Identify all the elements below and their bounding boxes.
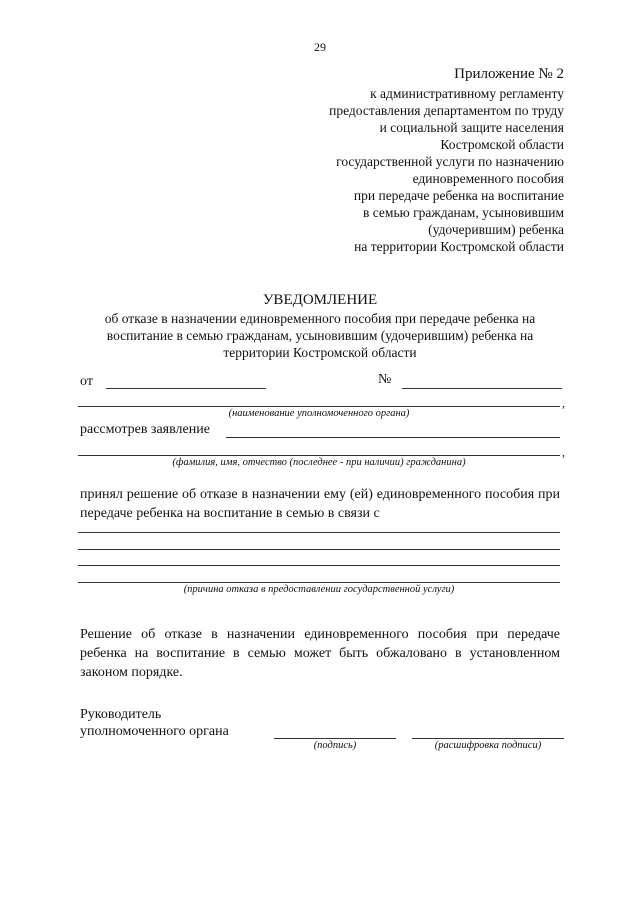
reason-field[interactable] [78,549,560,550]
appendix-line: на территории Костромской области [354,239,564,254]
decision-text: принял решение об отказе в назначении ему (ей) единовременного пособия при передаче ребенка на воспитание в семью в связи с [80,487,560,521]
appendix-line: предоставления департаментом по труду [329,103,564,118]
appendix-line: к административному регламенту [370,86,564,101]
date-field[interactable] [106,388,266,389]
comma: , [562,445,565,459]
organ-field[interactable] [78,406,560,407]
appendix-line: государственной услуги по назначению [336,154,564,169]
head-label: Руководитель [80,707,162,722]
appendix-line: при передаче ребенка на воспитание [353,188,564,203]
appendix-line: в семью гражданам, усыновившим [363,205,564,220]
citizen-name-field[interactable] [78,455,560,456]
caption-decode: (расшифровка подписи) [434,740,542,751]
subtitle-line: воспитание в семью гражданам, усыновившим (удочерившим) ребенка на [106,328,534,343]
appendix-line: единовременного пособия [412,171,564,186]
from-label: от [80,374,93,389]
number-field[interactable] [402,388,562,389]
subtitle-line: территории Костромской области [223,345,417,360]
head-label: уполномоченного органа [80,724,229,739]
signature-field[interactable] [274,738,396,739]
caption-sign: (подпись) [313,740,357,751]
appendix-line: (удочерившим) ребенка [428,222,564,237]
subtitle-line: об отказе в назначении единовременного пособия при передаче ребенка на [104,311,536,326]
caption-organ: (наименование уполномоченного органа) [228,408,410,419]
reason-field[interactable] [78,565,560,566]
comma: , [562,396,565,410]
appendix-line: Костромской области [440,137,564,152]
document-title: УВЕДОМЛЕНИЕ [262,292,378,308]
considered-label: рассмотрев заявление [80,422,210,437]
appendix-line: и социальной защите населения [379,120,564,135]
number-label: № [378,372,392,387]
caption-reason: (причина отказа в предоставлении государственной услуги) [183,584,455,595]
page-number: 29 [314,40,326,54]
application-field[interactable] [226,437,560,438]
appendix-title: Приложение № 2 [454,66,564,82]
reason-field[interactable] [78,532,560,533]
reason-field[interactable] [78,582,560,583]
caption-name: (фамилия, имя, отчество (последнее - при наличии) гражданина) [172,457,466,468]
signature-decode-field[interactable] [412,738,564,739]
appeal-text: Решение об отказе в назначении единовременного пособия при передаче ребенка на воспитание в семью может быть обжаловано в установленном законом порядке. [80,627,560,680]
